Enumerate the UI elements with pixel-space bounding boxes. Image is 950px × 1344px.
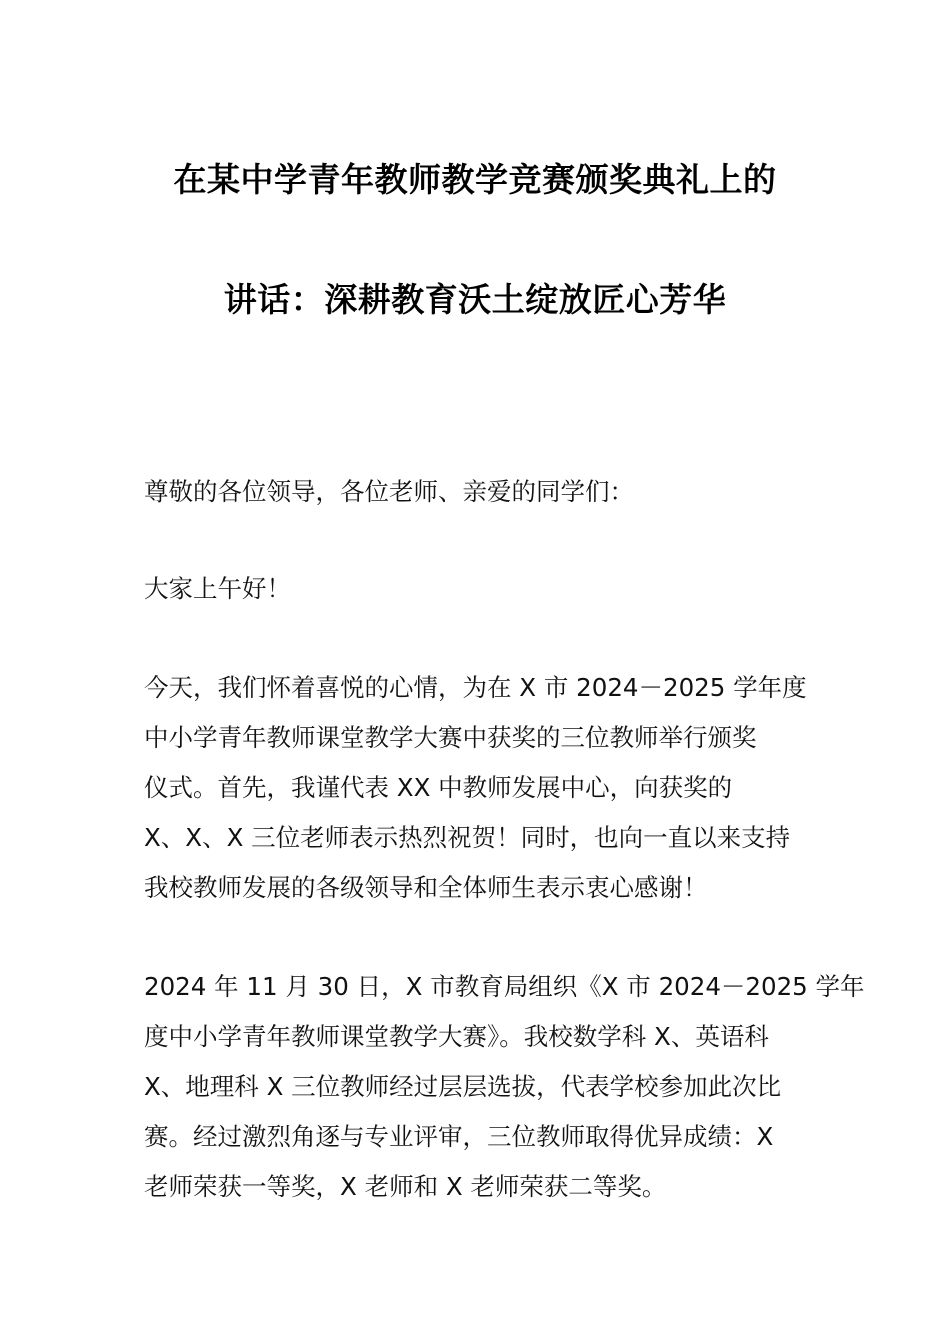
document-title-line-2: 讲话：深耕教育沃土绽放匠心芳华	[223, 280, 727, 319]
greeting-text: 大家上午好！	[144, 574, 291, 603]
paragraph-2-line: 老师荣获一等奖，X 老师和 X 老师荣获二等奖。	[144, 1172, 667, 1201]
greeting	[144, 564, 810, 614]
paragraph-1	[144, 663, 810, 913]
salutation-text: 尊敬的各位领导，各位老师、亲爱的同学们：	[144, 477, 634, 506]
paragraph-2	[144, 962, 865, 1212]
paragraph-1-line: 今天，我们怀着喜悦的心情，为在 X 市 2024－2025 学年度	[144, 673, 807, 702]
paragraph-2-line: 赛。经过激烈角逐与专业评审，三位教师取得优异成绩：X	[144, 1122, 774, 1151]
paragraph-2-line: 度中小学青年教师课堂教学大赛》。我校数学科 X、英语科	[144, 1022, 769, 1051]
document-title-line-1: 在某中学青年教师教学竞赛颁奖典礼上的	[173, 160, 777, 199]
paragraph-1-line: 我校教师发展的各级领导和全体师生表示衷心感谢！	[144, 873, 708, 902]
paragraph-1-line: X、X、X 三位老师表示热烈祝贺！同时，也向一直以来支持	[144, 823, 791, 852]
paragraph-2-line: 2024 年 11 月 30 日，X 市教育局组织《X 市 2024－2025 学年	[144, 972, 865, 1001]
salutation	[144, 467, 810, 517]
paragraph-1-line: 中小学青年教师课堂教学大赛中获奖的三位教师举行颁奖	[144, 723, 757, 752]
paragraph-1-line: 仪式。首先，我谨代表 XX 中教师发展中心，向获奖的	[144, 773, 733, 802]
paragraph-2-line: X、地理科 X 三位教师经过层层选拔，代表学校参加此次比	[144, 1072, 782, 1101]
